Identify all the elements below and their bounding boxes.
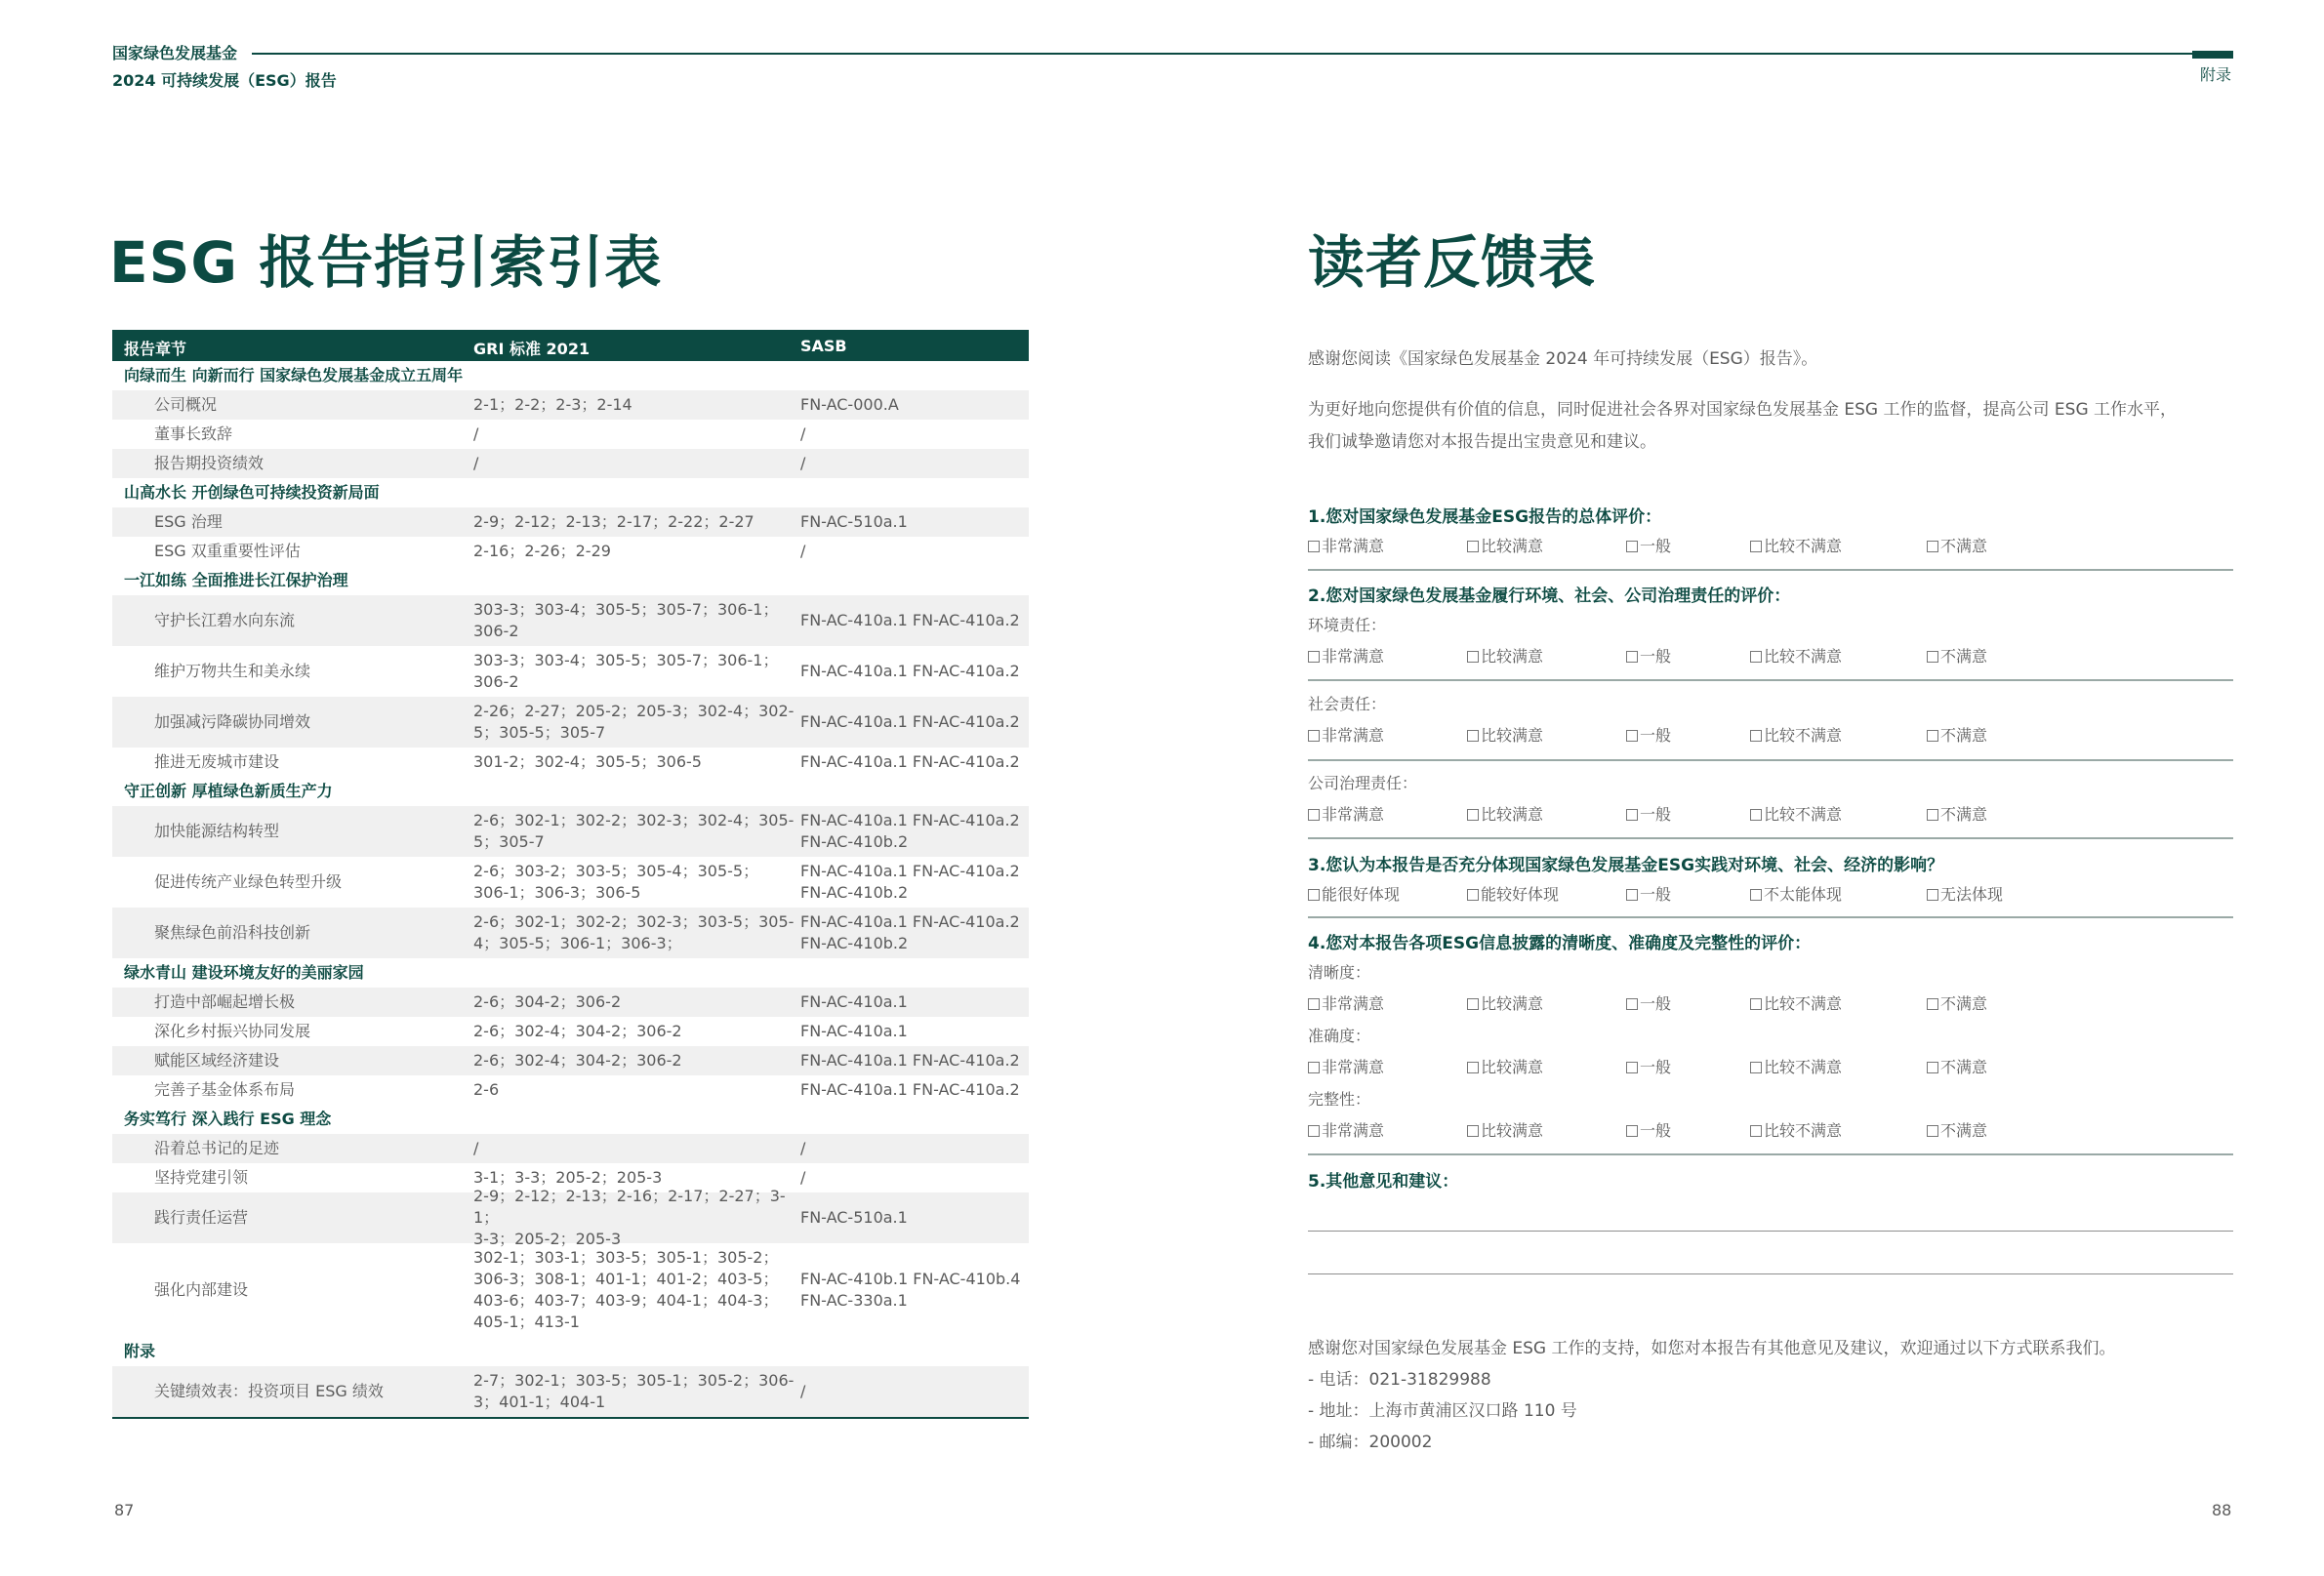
cell-gri: 2-6；303-2；303-5；305-4；305-5； 306-1；306-3；306-5: [473, 862, 759, 902]
cell-chapter: 一江如练 全面推进长江保护治理: [124, 571, 348, 589]
question-1-title: 1.您对国家绿色发展基金ESG报告的总体评价：: [1308, 507, 1662, 527]
intro-invitation: 为更好地向您提供有价值的信息，同时促进社会各界对国家绿色发展基金 ESG 工作的监督，提高公司 ESG 工作水平， 我们诚挚邀请您对本报告提出宝贵意见和建议。: [1308, 400, 2178, 452]
option-checkbox[interactable]: [1467, 1055, 1543, 1077]
table-row: [112, 449, 1029, 478]
cell-chapter: 守正创新 厚植绿色新质生产力: [124, 782, 333, 800]
option-label: 比较不满意: [1764, 726, 1843, 745]
cell-chapter: 加强减污降碳协同增效: [154, 712, 311, 731]
option-checkbox[interactable]: [1927, 991, 1987, 1014]
option-checkbox[interactable]: [1308, 644, 1384, 667]
table-row: [112, 1243, 1029, 1337]
checkbox-icon[interactable]: [1467, 809, 1479, 821]
question-5: [1308, 1167, 2233, 1192]
table-row: [112, 1046, 1029, 1075]
cell-gri: 302-1；303-1；303-5；305-1；305-2； 306-3；308-1；401-1；401-2；403-5； 403-6；403-7；403-9；404-1；404-3； 405-1；413-1: [473, 1248, 779, 1331]
contact-phone: - 电话：021-31829988: [1308, 1370, 1491, 1390]
option-label: 比较不满意: [1764, 994, 1843, 1013]
option-label: 无法体现: [1940, 885, 2004, 904]
table-row: [112, 697, 1029, 748]
cell-gri: /: [473, 454, 479, 472]
feedback-form-title: 读者反馈表: [1308, 229, 1597, 296]
cell-chapter: 强化内部建设: [154, 1280, 249, 1299]
checkbox-icon[interactable]: [1467, 651, 1479, 663]
checkbox-icon[interactable]: [1927, 541, 1938, 552]
option-checkbox[interactable]: [1927, 723, 1987, 746]
checkbox-icon[interactable]: [1467, 998, 1479, 1010]
option-label: 比较不满意: [1764, 537, 1843, 555]
option-checkbox[interactable]: [1626, 802, 1671, 825]
checkbox-icon[interactable]: [1467, 1062, 1479, 1073]
option-label: 不满意: [1940, 537, 1988, 555]
cell-chapter: 践行责任运营: [154, 1208, 249, 1227]
question-1-rule: [1308, 569, 2233, 571]
cell-chapter: 加快能源结构转型: [154, 822, 280, 840]
question-2-governance-options: [1308, 802, 2233, 828]
cell-chapter: ESG 治理: [154, 512, 223, 531]
page-number-left: 87: [114, 1501, 135, 1519]
cell-gri: 2-6: [473, 1080, 500, 1099]
option-checkbox[interactable]: [1626, 991, 1671, 1014]
question-2: [1308, 582, 2233, 669]
option-checkbox[interactable]: [1927, 882, 2003, 905]
checkbox-icon[interactable]: [1308, 809, 1320, 821]
cell-sasb: /: [800, 542, 806, 560]
option-label: 比较满意: [1481, 805, 1544, 824]
cell-sasb: FN-AC-410a.1 FN-AC-410a.2: [800, 752, 1020, 771]
table-row: [112, 646, 1029, 697]
option-label: 不满意: [1940, 1058, 1988, 1076]
checkbox-icon[interactable]: [1927, 809, 1938, 821]
cell-sasb: FN-AC-000.A: [800, 395, 899, 414]
checkbox-icon[interactable]: [1308, 730, 1320, 742]
option-label: 不满意: [1940, 805, 1988, 824]
cell-chapter: ESG 双重重要性评估: [154, 542, 301, 560]
option-checkbox[interactable]: [1750, 644, 1842, 667]
option-checkbox[interactable]: [1467, 1118, 1543, 1141]
option-label: 不太能体现: [1764, 885, 1843, 904]
option-checkbox[interactable]: [1626, 644, 1671, 667]
option-label: 能较好体现: [1481, 885, 1560, 904]
option-checkbox[interactable]: [1626, 1055, 1671, 1077]
option-label: 比较不满意: [1764, 1121, 1843, 1140]
option-label: 一般: [1640, 885, 1672, 904]
cell-chapter: 山高水长 开创绿色可持续投资新局面: [124, 483, 380, 502]
table-row: [112, 1187, 1029, 1248]
option-checkbox[interactable]: [1308, 802, 1384, 825]
option-label: 能很好体现: [1322, 885, 1401, 904]
option-checkbox[interactable]: [1626, 723, 1671, 746]
cell-gri: 2-6；302-1；302-2；302-3；302-4；305- 5；305-7: [473, 811, 795, 851]
cell-gri: 2-6；302-4；304-2；306-2: [473, 1022, 682, 1040]
cell-gri: 2-1；2-2；2-3；2-14: [473, 395, 632, 414]
option-label: 一般: [1640, 726, 1672, 745]
option-label: 比较不满意: [1764, 1058, 1843, 1076]
table-row: [112, 1017, 1029, 1046]
esg-index-table: [112, 330, 1029, 1419]
option-checkbox[interactable]: [1308, 723, 1384, 746]
cell-chapter: 附录: [124, 1342, 156, 1360]
option-checkbox[interactable]: [1308, 882, 1400, 905]
index-table-body: [112, 361, 1029, 1417]
option-checkbox[interactable]: [1927, 802, 1987, 825]
checkbox-icon[interactable]: [1308, 889, 1320, 901]
contact-postcode: - 邮编：200002: [1308, 1433, 1433, 1452]
cell-sasb: /: [800, 424, 806, 443]
checkbox-icon[interactable]: [1927, 889, 1938, 901]
cell-gri: /: [473, 424, 479, 443]
option-label: 比较满意: [1481, 537, 1544, 555]
table-row: [112, 507, 1029, 537]
option-checkbox[interactable]: [1467, 534, 1543, 556]
intro-thanks: 感谢您阅读《国家绿色发展基金 2024 年可持续发展（ESG）报告》。: [1308, 349, 1818, 369]
question-4-completeness-options: [1308, 1118, 2233, 1144]
table-row: [112, 1075, 1029, 1105]
option-label: 比较满意: [1481, 726, 1544, 745]
cell-sasb: FN-AC-410a.1 FN-AC-410a.2: [800, 611, 1020, 629]
checkbox-icon[interactable]: [1626, 1062, 1638, 1073]
question-3: [1308, 851, 2233, 908]
section-row: [112, 478, 1029, 507]
cell-sasb: FN-AC-410a.1 FN-AC-410a.2 FN-AC-410b.2: [800, 912, 1020, 952]
table-row: [112, 857, 1029, 908]
question-3-title: 3.您认为本报告是否充分体现国家绿色发展基金ESG实践对环境、社会、经济的影响？: [1308, 856, 1944, 875]
option-label: 比较满意: [1481, 647, 1544, 666]
option-checkbox[interactable]: [1467, 882, 1559, 905]
cell-sasb: FN-AC-410b.1 FN-AC-410b.4 FN-AC-330a.1: [800, 1270, 1021, 1310]
checkbox-icon[interactable]: [1626, 1125, 1638, 1137]
checkbox-icon[interactable]: [1927, 730, 1938, 742]
option-label: 一般: [1640, 1058, 1672, 1076]
option-checkbox[interactable]: [1626, 882, 1671, 905]
checkbox-icon[interactable]: [1467, 541, 1479, 552]
table-row: [112, 908, 1029, 958]
option-label: 不满意: [1940, 1121, 1988, 1140]
col-header-sasb: SASB: [800, 337, 847, 355]
checkbox-icon[interactable]: [1750, 1062, 1762, 1073]
question-2-title: 2.您对国家绿色发展基金履行环境、社会、公司治理责任的评价：: [1308, 586, 1791, 606]
question-2-sub-environment: 环境责任：: [1308, 616, 1387, 634]
cell-sasb: FN-AC-510a.1: [800, 512, 908, 531]
option-label: 非常满意: [1322, 805, 1385, 824]
question-5-title: 5.其他意见和建议：: [1308, 1172, 1459, 1192]
cell-gri: 303-3；303-4；305-5；305-7；306-1； 306-2: [473, 600, 779, 640]
checkbox-icon[interactable]: [1626, 541, 1638, 552]
checkbox-icon[interactable]: [1467, 889, 1479, 901]
option-label: 非常满意: [1322, 726, 1385, 745]
cell-gri: 301-2；302-4；305-5；306-5: [473, 752, 702, 771]
cell-chapter: 向绿而生 向新而行 国家绿色发展基金成立五周年: [124, 366, 464, 384]
cell-gri: 2-6；304-2；306-2: [473, 992, 622, 1011]
cell-chapter: 务实笃行 深入践行 ESG 理念: [124, 1110, 332, 1128]
checkbox-icon[interactable]: [1927, 1062, 1938, 1073]
option-checkbox[interactable]: [1467, 991, 1543, 1014]
header-tab-marker: [2192, 51, 2233, 59]
header-section-label: 附录: [2200, 65, 2232, 84]
table-row: [112, 806, 1029, 857]
option-checkbox[interactable]: [1467, 802, 1543, 825]
section-row: [112, 1105, 1029, 1134]
header-report-name: 2024 可持续发展（ESG）报告: [112, 71, 337, 90]
question-4-accuracy-options: [1308, 1055, 2233, 1087]
checkbox-icon[interactable]: [1750, 809, 1762, 821]
option-label: 不满意: [1940, 994, 1988, 1013]
cell-sasb: FN-AC-410a.1 FN-AC-410a.2 FN-AC-410b.2: [800, 862, 1020, 902]
checkbox-icon[interactable]: [1927, 998, 1938, 1010]
question-2-governance: [1308, 771, 2233, 828]
option-checkbox[interactable]: [1750, 1055, 1842, 1077]
option-label: 不满意: [1940, 726, 1988, 745]
cell-gri: 2-16；2-26；2-29: [473, 542, 611, 560]
option-checkbox[interactable]: [1626, 534, 1671, 556]
checkbox-icon[interactable]: [1308, 998, 1320, 1010]
section-row: [112, 361, 1029, 390]
cell-sasb: FN-AC-510a.1: [800, 1208, 908, 1227]
table-row: [112, 1134, 1029, 1163]
checkbox-icon[interactable]: [1626, 998, 1638, 1010]
cell-sasb: /: [800, 1168, 806, 1187]
option-checkbox[interactable]: [1750, 802, 1842, 825]
col-header-chapter: 报告章节: [124, 340, 187, 358]
checkbox-icon[interactable]: [1308, 651, 1320, 663]
cell-sasb: FN-AC-410a.1 FN-AC-410a.2 FN-AC-410b.2: [800, 811, 1020, 851]
cell-gri: 2-7；302-1；303-5；305-1；305-2；306- 3；401-1；404-1: [473, 1371, 795, 1411]
section-row: [112, 958, 1029, 988]
question-1: [1308, 503, 2233, 559]
question-3-rule: [1308, 916, 2233, 918]
index-table-title: ESG 报告指引索引表: [109, 229, 663, 296]
option-checkbox[interactable]: [1927, 644, 1987, 667]
page-number-right: 88: [2212, 1501, 2232, 1519]
checkbox-icon[interactable]: [1927, 651, 1938, 663]
section-row: [112, 777, 1029, 806]
cell-chapter: 赋能区域经济建设: [154, 1051, 280, 1070]
question-4: [1308, 929, 2233, 1144]
option-label: 非常满意: [1322, 537, 1385, 555]
question-2-environment-options: [1308, 644, 2233, 669]
section-row: [112, 566, 1029, 595]
option-label: 一般: [1640, 537, 1672, 555]
option-checkbox[interactable]: [1308, 1055, 1384, 1077]
option-label: 比较不满意: [1764, 805, 1843, 824]
index-table-header: [112, 330, 1029, 361]
question-2-sub-social: 社会责任：: [1308, 695, 1387, 713]
table-row: [112, 595, 1029, 646]
question-4-sub-accuracy: 准确度：: [1308, 1027, 1371, 1045]
question-2-rule: [1308, 837, 2233, 839]
option-checkbox[interactable]: [1308, 534, 1384, 556]
header-org-name: 国家绿色发展基金: [112, 44, 238, 62]
checkbox-icon[interactable]: [1750, 651, 1762, 663]
question-3-options: [1308, 882, 2233, 908]
cell-sasb: FN-AC-410a.1 FN-AC-410a.2: [800, 712, 1020, 731]
option-label: 非常满意: [1322, 1058, 1385, 1076]
option-checkbox[interactable]: [1626, 1118, 1671, 1141]
cell-gri: /: [473, 1139, 479, 1157]
cell-chapter: 聚焦绿色前沿科技创新: [154, 923, 311, 942]
checkbox-icon[interactable]: [1750, 889, 1762, 901]
option-label: 一般: [1640, 805, 1672, 824]
option-checkbox[interactable]: [1750, 534, 1842, 556]
cell-gri: 3-1；3-3；205-2；205-3: [473, 1168, 663, 1187]
checkbox-icon[interactable]: [1750, 998, 1762, 1010]
suggestion-line-2[interactable]: [1308, 1273, 2233, 1274]
table-row: [112, 420, 1029, 449]
cell-chapter: 打造中部崛起增长极: [154, 992, 296, 1011]
cell-gri: 303-3；303-4；305-5；305-7；306-1； 306-2: [473, 651, 779, 691]
cell-gri: 2-9；2-12；2-13；2-17；2-22；2-27: [473, 512, 754, 531]
option-label: 非常满意: [1322, 1121, 1385, 1140]
cell-sasb: FN-AC-410a.1 FN-AC-410a.2: [800, 662, 1020, 680]
contact-block: [1308, 1333, 2116, 1458]
checkbox-icon[interactable]: [1750, 730, 1762, 742]
question-2-sub-governance: 公司治理责任：: [1308, 774, 1418, 792]
cell-chapter: 公司概况: [154, 395, 218, 414]
cell-sasb: /: [800, 1139, 806, 1157]
cell-sasb: /: [800, 1382, 806, 1400]
cell-sasb: FN-AC-410a.1 FN-AC-410a.2: [800, 1080, 1020, 1099]
cell-sasb: FN-AC-410a.1 FN-AC-410a.2: [800, 1051, 1020, 1070]
cell-chapter: 守护长江碧水向东流: [154, 611, 296, 629]
col-header-gri: GRI 标准 2021: [473, 340, 591, 358]
checkbox-icon[interactable]: [1626, 889, 1638, 901]
cell-chapter: 绿水青山 建设环境友好的美丽家园: [124, 963, 364, 982]
cell-chapter: 深化乡村振兴协同发展: [154, 1022, 311, 1040]
option-label: 一般: [1640, 994, 1672, 1013]
header-rule: [252, 53, 2233, 55]
option-label: 比较满意: [1481, 1121, 1544, 1140]
option-checkbox[interactable]: [1308, 991, 1384, 1014]
option-label: 非常满意: [1322, 994, 1385, 1013]
option-checkbox[interactable]: [1750, 1118, 1842, 1141]
cell-chapter: 推进无废城市建设: [154, 752, 280, 771]
cell-sasb: FN-AC-410a.1: [800, 992, 908, 1011]
question-2-social-rule: [1308, 759, 2233, 761]
option-checkbox[interactable]: [1750, 991, 1842, 1014]
cell-gri: 2-6；302-1；302-2；302-3；303-5；305- 4；305-5；306-1；306-3；: [473, 912, 795, 952]
checkbox-icon[interactable]: [1750, 1125, 1762, 1137]
cell-sasb: /: [800, 454, 806, 472]
table-row: [112, 748, 1029, 777]
question-4-clarity-options: [1308, 991, 2233, 1024]
option-label: 比较满意: [1481, 994, 1544, 1013]
option-label: 非常满意: [1322, 647, 1385, 666]
cell-chapter: 维护万物共生和美永续: [154, 662, 311, 680]
cell-gri: 2-9；2-12；2-13；2-16；2-17；2-27；3-1； 3-3；205-2；205-3: [473, 1187, 786, 1248]
suggestion-line-1[interactable]: [1308, 1231, 2233, 1232]
contact-thanks: 感谢您对国家绿色发展基金 ESG 工作的支持，如您对本报告有其他意见及建议，欢迎通过以下方式联系我们。: [1308, 1339, 2116, 1358]
cell-chapter: 董事长致辞: [154, 424, 233, 443]
question-2-social: [1308, 692, 2233, 748]
table-row: [112, 1366, 1029, 1417]
checkbox-icon[interactable]: [1750, 541, 1762, 552]
question-4-title: 4.您对本报告各项ESG信息披露的清晰度、准确度及完整性的评价：: [1308, 934, 1812, 953]
option-label: 比较满意: [1481, 1058, 1544, 1076]
option-checkbox[interactable]: [1467, 644, 1543, 667]
cell-sasb: FN-AC-410a.1: [800, 1022, 908, 1040]
option-checkbox[interactable]: [1927, 1118, 1987, 1141]
cell-chapter: 关键绩效表：投资项目 ESG 绩效: [154, 1382, 384, 1400]
checkbox-icon[interactable]: [1467, 1125, 1479, 1137]
option-label: 不满意: [1940, 647, 1988, 666]
question-2-social-options: [1308, 723, 2233, 748]
question-1-options: [1308, 534, 2233, 559]
question-4-sub-clarity: 清晰度：: [1308, 963, 1371, 982]
cell-gri: 2-6；302-4；304-2；306-2: [473, 1051, 682, 1070]
option-label: 一般: [1640, 1121, 1672, 1140]
question-4-rule: [1308, 1153, 2233, 1155]
option-label: 一般: [1640, 647, 1672, 666]
cell-chapter: 促进传统产业绿色转型升级: [154, 872, 343, 891]
table-row: [112, 537, 1029, 566]
section-row: [112, 1337, 1029, 1366]
contact-address: - 地址：上海市黄浦区汉口路 110 号: [1308, 1401, 1577, 1421]
checkbox-icon[interactable]: [1308, 1125, 1320, 1137]
option-checkbox[interactable]: [1927, 1055, 1987, 1077]
option-checkbox[interactable]: [1927, 534, 1987, 556]
option-checkbox[interactable]: [1467, 723, 1543, 746]
table-row: [112, 988, 1029, 1017]
checkbox-icon[interactable]: [1626, 809, 1638, 821]
checkbox-icon[interactable]: [1467, 730, 1479, 742]
question-4-sub-completeness: 完整性：: [1308, 1090, 1371, 1109]
option-checkbox[interactable]: [1308, 1118, 1384, 1141]
checkbox-icon[interactable]: [1626, 730, 1638, 742]
checkbox-icon[interactable]: [1626, 651, 1638, 663]
cell-chapter: 完善子基金体系布局: [154, 1080, 296, 1099]
checkbox-icon[interactable]: [1927, 1125, 1938, 1137]
index-table-bottom-rule: [112, 1417, 1029, 1419]
option-checkbox[interactable]: [1750, 723, 1842, 746]
cell-chapter: 报告期投资绩效: [154, 454, 265, 472]
checkbox-icon[interactable]: [1308, 1062, 1320, 1073]
option-label: 比较不满意: [1764, 647, 1843, 666]
question-2-env-rule: [1308, 679, 2233, 681]
table-row: [112, 390, 1029, 420]
option-checkbox[interactable]: [1750, 882, 1842, 905]
checkbox-icon[interactable]: [1308, 541, 1320, 552]
cell-gri: 2-26；2-27；205-2；205-3；302-4；302- 5；305-5；305-7: [473, 702, 795, 742]
cell-chapter: 坚持党建引领: [154, 1168, 249, 1187]
cell-chapter: 沿着总书记的足迹: [154, 1139, 280, 1157]
